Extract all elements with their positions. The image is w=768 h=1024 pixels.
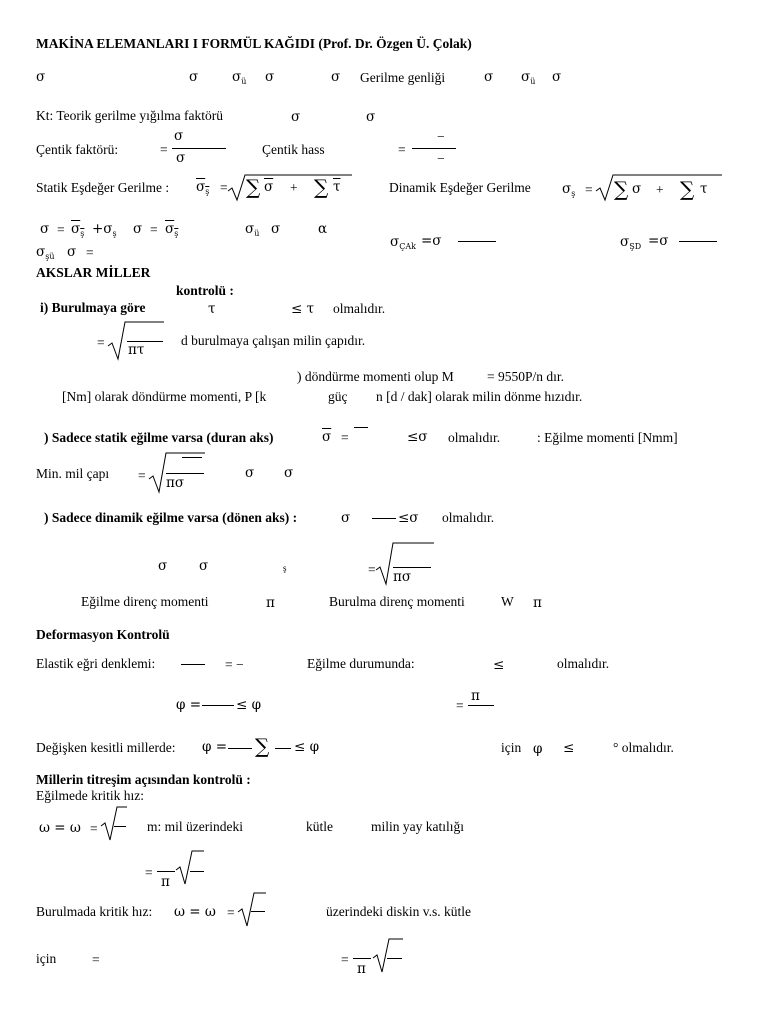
equals-sign: = — [341, 430, 349, 445]
le-phi: ≤ φ — [294, 739, 320, 755]
deformasyon-title: Deformasyon Kontrolü — [36, 627, 170, 642]
alpha-symbol: α — [318, 221, 328, 237]
sigma-symbol: σ — [40, 221, 50, 237]
sigma-u-symbol: $\sigma_ü$ — [245, 221, 260, 238]
equals-sign: = — [456, 698, 464, 713]
equals-sign: = — [86, 245, 94, 260]
equals-sign: = — [585, 182, 593, 197]
centik-hass-label: Çentik hass — [262, 142, 325, 157]
sqrt-sign — [373, 938, 403, 974]
sigma-bar-symbol: $\sigma_ş$ — [196, 179, 210, 196]
fraction-bar — [679, 241, 717, 242]
sigma-u-symbol: $\sigma_ü$ — [232, 69, 247, 86]
phi-symbol: φ — [533, 741, 543, 757]
s-subscript: ş — [283, 563, 287, 573]
tau-symbol: τ — [700, 181, 708, 197]
centik-faktoru-label: Çentik faktörü: — [36, 142, 119, 157]
icin-text: için — [501, 740, 522, 755]
moment-formula: = 9550P/n dır. — [487, 369, 564, 384]
fraction-bar — [228, 748, 252, 749]
le-sigma: ≤σ — [407, 429, 428, 445]
le-symbol: ≤ — [563, 740, 575, 756]
fraction-numerator: σ — [174, 128, 184, 144]
sigma-symbol: σ — [284, 465, 294, 481]
dondurme-momenti-text: ) döndürme momenti olup M — [297, 369, 454, 384]
tau-bar-symbol: $\overline{\tau}$ — [333, 179, 341, 195]
gerilme-genligi-label: Gerilme genliği — [360, 70, 446, 85]
fraction-bar — [458, 241, 496, 242]
le-sigma: ≤σ — [398, 510, 419, 526]
equals-sign: = — [92, 952, 100, 967]
egilme-momenti-text: : Eğilme momenti [Nmm] — [537, 430, 678, 445]
units-text: [Nm] olarak döndürme momenti, P [k — [62, 389, 267, 404]
phi-equals: φ = — [202, 739, 228, 755]
pi-symbol: π — [266, 595, 275, 611]
kt-definition: Kt: Teorik gerilme yığılma faktörü — [36, 108, 224, 123]
titresim-title: Millerin titreşim açısından kontrolü : — [36, 772, 251, 787]
equals-sign: = — [160, 142, 168, 157]
sigma-symbol: σ — [67, 244, 77, 260]
olmalidir-text: olmalıdır. — [557, 656, 610, 671]
olmalidir-text: olmalıdır. — [442, 510, 495, 525]
sigma-symbol: σ — [245, 465, 255, 481]
sigma-bar-symbol: $\overline{\sigma}$ — [264, 179, 274, 195]
sigma-symbol: σ — [199, 558, 209, 574]
sigma-symbol: σ — [133, 221, 143, 237]
w-symbol: W — [501, 594, 514, 609]
pi-symbol: π — [357, 961, 366, 977]
page-title: MAKİNA ELEMANLARI I FORMÜL KAĞIDI (Prof. Dr. Özgen Ü. Çolak) — [36, 36, 472, 51]
devir-text: n [d / dak] olarak milin dönme hızıdır. — [376, 389, 583, 404]
sqrt-sign — [101, 806, 127, 842]
sigma-symbol: σ — [366, 109, 376, 125]
fraction-bar — [114, 826, 126, 827]
fraction-denominator: πτ — [128, 342, 145, 358]
equals-minus: = − — [225, 657, 244, 672]
sum-symbol: ∑ — [680, 177, 695, 201]
dinamik-egilme-label: ) Sadece dinamik eğilme varsa (dönen aks) : — [44, 510, 298, 525]
fraction-denominator: πσ — [393, 569, 412, 585]
sigma-symbol: σ — [341, 510, 351, 526]
tau-symbol: τ — [208, 301, 216, 317]
elastik-egri-label: Elastik eğri denklemi: — [36, 656, 156, 671]
sigma-symbol: σ — [632, 181, 642, 197]
fraction-denominator: − — [437, 151, 445, 166]
sigma-symbol: σ — [291, 109, 301, 125]
dinamik-esdeger-label: Dinamik Eşdeğer Gerilme — [389, 180, 531, 195]
burulma-cap-desc: d burulmaya çalışan milin çapıdır. — [181, 333, 366, 348]
sigma-symbol: σ — [265, 69, 275, 85]
sum-symbol: ∑ — [246, 175, 261, 199]
equals-sign: = — [138, 468, 146, 483]
sigma-su-symbol: $\sigma_{şü}$ — [36, 244, 55, 261]
fraction-bar — [468, 705, 494, 706]
plus-sign: + — [290, 180, 298, 195]
fraction-bar — [182, 457, 202, 458]
equals-sign: = — [90, 821, 98, 836]
sigma-symbol: σ — [271, 221, 281, 237]
omega-equals: ω = ω — [39, 820, 81, 836]
fraction-bar — [202, 705, 234, 706]
kontrolu-label: kontrolü : — [176, 283, 234, 298]
fraction-bar — [393, 567, 431, 568]
equals-sign: = — [227, 905, 235, 920]
sigma-symbol: σ — [552, 69, 562, 85]
burulma-label: i) Burulmaya göre — [40, 300, 146, 315]
egilme-durumunda-label: Eğilme durumunda: — [307, 656, 415, 671]
equals-sign: = — [220, 180, 228, 195]
sqrt-sign — [176, 850, 204, 886]
sigma-cak-symbol: $\sigma_{ÇAk}$ — [390, 234, 416, 251]
sigma-u-symbol: $\sigma_ü$ — [521, 69, 536, 86]
egilme-kritik-label: Eğilmede kritik hız: — [36, 788, 144, 803]
fraction-bar — [354, 427, 368, 428]
equals-sign: = — [341, 952, 349, 967]
equals-sigma: =σ — [648, 233, 669, 249]
burulma-direnc-label: Burulma direnç momenti — [329, 594, 465, 609]
olmalidir-text: olmalıdır. — [333, 301, 386, 316]
statik-esdeger-label: Statik Eşdeğer Gerilme : — [36, 180, 170, 195]
mil-uzerindeki-text: m: mil üzerindeki — [147, 819, 243, 834]
equals-sign: = — [150, 222, 158, 237]
fraction-bar — [251, 911, 265, 912]
le-tau: ≤ τ — [291, 301, 315, 317]
fraction-bar — [190, 871, 204, 872]
sigma-sd-symbol: $\sigma_{ŞD}$ — [620, 234, 642, 251]
sum-symbol: ∑ — [255, 734, 270, 758]
sum-symbol: ∑ — [314, 175, 329, 199]
fraction-denominator: πσ — [166, 475, 185, 491]
fraction-bar — [372, 518, 396, 519]
pi-symbol: π — [471, 688, 480, 704]
sigma-symbol: $+\sigma_ş$ — [92, 221, 117, 238]
equals-sigma: =σ — [421, 233, 442, 249]
guc-text: güç — [328, 389, 348, 404]
fraction-bar — [387, 958, 402, 959]
equals-sign: = — [57, 222, 65, 237]
sigma-symbol: σ — [36, 69, 46, 85]
equals-sign: = — [97, 335, 105, 350]
plus-sign: + — [656, 182, 664, 197]
burulma-kritik-label: Burulmada kritik hız: — [36, 904, 153, 919]
sqrt-sign — [238, 892, 266, 928]
sigma-bar-symbol: $\sigma_ş$ — [165, 221, 179, 238]
fraction-bar — [157, 871, 175, 872]
yay-katiligi-text: milin yay katılığı — [371, 819, 464, 834]
equals-sign: = — [145, 865, 153, 880]
fraction-numerator: − — [437, 129, 445, 144]
sigma-symbol: σ — [158, 558, 168, 574]
fraction-bar — [353, 958, 371, 959]
sigma-bar-symbol: $\overline{\sigma}$ — [322, 429, 332, 445]
sigma-symbol: σ — [189, 69, 199, 85]
equals-sign: = — [368, 562, 376, 577]
sigma-symbol: $\sigma_ş$ — [562, 181, 576, 198]
fraction-bar — [166, 473, 204, 474]
sum-symbol: ∑ — [614, 177, 629, 201]
egilme-direnc-label: Eğilme direnç momenti — [81, 594, 209, 609]
fraction-bar — [275, 748, 291, 749]
disk-kutle-text: üzerindeki diskin v.s. kütle — [326, 904, 471, 919]
pi-symbol: π — [161, 874, 170, 890]
fraction-bar — [172, 148, 226, 149]
sigma-bar-symbol: $\sigma_ş$ — [71, 221, 85, 238]
icin-text: için — [36, 951, 57, 966]
equals-sign: = — [398, 142, 406, 157]
le-phi: ≤ φ — [236, 697, 262, 713]
fraction-denominator: σ — [176, 150, 186, 166]
le-symbol: ≤ — [493, 657, 505, 673]
olmalidir-text: olmalıdır. — [448, 430, 501, 445]
omega-equals: ω = ω — [174, 904, 216, 920]
fraction-bar — [412, 148, 456, 149]
phi-equals: φ = — [176, 697, 202, 713]
kutle-text: kütle — [306, 819, 333, 834]
olmalidir-degree-text: ° olmalıdır. — [613, 740, 674, 755]
sigma-symbol: σ — [331, 69, 341, 85]
pi-symbol: π — [533, 595, 542, 611]
fraction-bar — [181, 664, 205, 665]
section-title-akslar: AKSLAR MİLLER — [36, 265, 151, 280]
sigma-symbol: σ — [484, 69, 494, 85]
min-mil-capi-label: Min. mil çapı — [36, 466, 110, 481]
statik-egilme-label: ) Sadece statik eğilme varsa (duran aks) — [44, 430, 274, 445]
degisken-kesitli-label: Değişken kesitli millerde: — [36, 740, 176, 755]
